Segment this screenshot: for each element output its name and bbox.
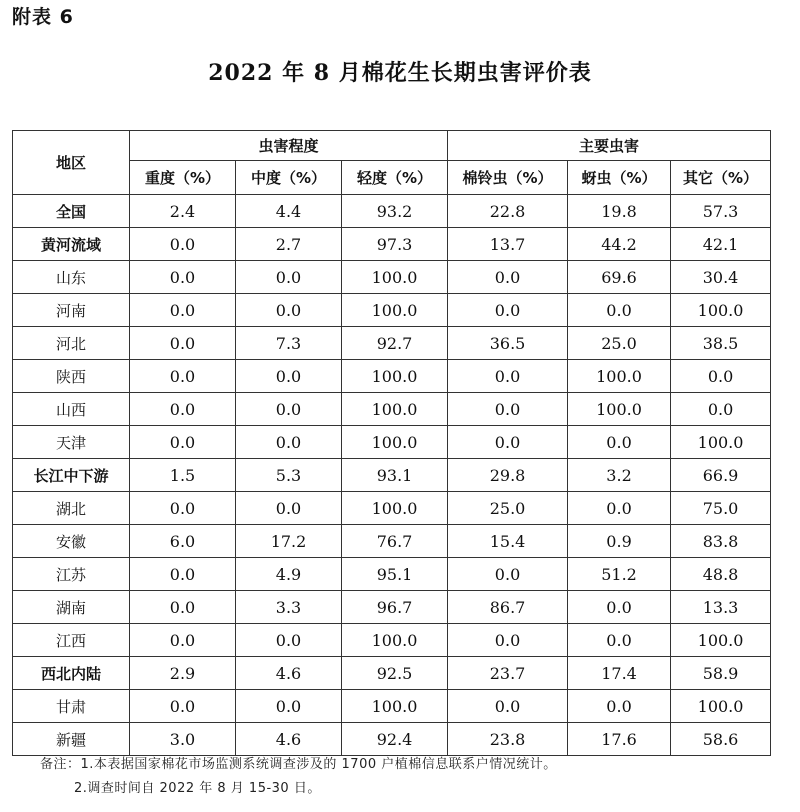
value-cell: 17.6 [568,723,671,756]
value-cell: 0.0 [448,360,568,393]
value-cell: 51.2 [568,558,671,591]
column-header: 重度（%） [130,161,236,195]
footnote-2: 2.调查时间自 2022 年 8 月 15-30 日。 [74,781,321,796]
value-cell: 0.0 [236,492,342,525]
value-cell: 0.0 [130,690,236,723]
value-cell: 0.0 [448,558,568,591]
value-cell: 100.0 [568,393,671,426]
value-cell: 100.0 [671,426,771,459]
value-cell: 0.0 [236,426,342,459]
value-cell: 29.8 [448,459,568,492]
value-cell: 100.0 [671,690,771,723]
region-header: 地区 [13,131,130,195]
region-cell: 甘肃 [13,690,130,723]
value-cell: 38.5 [671,327,771,360]
value-cell: 0.0 [236,690,342,723]
region-cell: 陕西 [13,360,130,393]
table-row [13,327,771,360]
value-cell: 100.0 [342,360,448,393]
region-cell: 山西 [13,393,130,426]
value-cell: 2.4 [130,195,236,228]
value-cell: 69.6 [568,261,671,294]
value-cell: 0.0 [130,393,236,426]
value-cell: 92.5 [342,657,448,690]
value-cell: 0.0 [130,294,236,327]
pest-severity-header: 虫害程度 [130,131,448,161]
value-cell: 76.7 [342,525,448,558]
table-row [13,657,771,690]
value-cell: 3.3 [236,591,342,624]
value-cell: 0.0 [671,360,771,393]
region-cell: 新疆 [13,723,130,756]
value-cell: 0.0 [671,393,771,426]
value-cell: 25.0 [448,492,568,525]
value-cell: 0.0 [130,591,236,624]
value-cell: 19.8 [568,195,671,228]
value-cell: 96.7 [342,591,448,624]
table-row [13,393,771,426]
table-row [13,294,771,327]
value-cell: 42.1 [671,228,771,261]
value-cell: 0.0 [448,624,568,657]
value-cell: 58.9 [671,657,771,690]
column-header: 轻度（%） [342,161,448,195]
column-header: 蚜虫（%） [568,161,671,195]
value-cell: 13.3 [671,591,771,624]
value-cell: 75.0 [671,492,771,525]
value-cell: 100.0 [671,624,771,657]
value-cell: 0.0 [130,360,236,393]
value-cell: 92.7 [342,327,448,360]
region-cell: 安徽 [13,525,130,558]
column-header: 中度（%） [236,161,342,195]
main-pests-header: 主要虫害 [448,131,771,161]
value-cell: 93.1 [342,459,448,492]
value-cell: 0.0 [568,591,671,624]
value-cell: 0.0 [130,261,236,294]
value-cell: 100.0 [568,360,671,393]
table-row [13,723,771,756]
value-cell: 92.4 [342,723,448,756]
region-cell: 山东 [13,261,130,294]
appendix-label: 附表 6 [12,6,74,28]
value-cell: 0.0 [236,624,342,657]
table-row [13,459,771,492]
table-row [13,426,771,459]
value-cell: 100.0 [342,492,448,525]
value-cell: 57.3 [671,195,771,228]
table-row [13,558,771,591]
region-cell: 西北内陆 [13,657,130,690]
table-row [13,492,771,525]
value-cell: 17.2 [236,525,342,558]
value-cell: 83.8 [671,525,771,558]
table-row [13,624,771,657]
value-cell: 0.0 [236,261,342,294]
region-cell: 江西 [13,624,130,657]
value-cell: 0.0 [568,690,671,723]
region-cell: 湖南 [13,591,130,624]
table-row [13,261,771,294]
region-cell: 黄河流域 [13,228,130,261]
value-cell: 4.4 [236,195,342,228]
value-cell: 15.4 [448,525,568,558]
value-cell: 4.9 [236,558,342,591]
value-cell: 13.7 [448,228,568,261]
value-cell: 4.6 [236,723,342,756]
table-row [13,228,771,261]
value-cell: 0.0 [130,327,236,360]
value-cell: 95.1 [342,558,448,591]
value-cell: 100.0 [342,393,448,426]
table-row [13,591,771,624]
region-cell: 河南 [13,294,130,327]
value-cell: 25.0 [568,327,671,360]
value-cell: 0.0 [448,426,568,459]
value-cell: 58.6 [671,723,771,756]
region-cell: 天津 [13,426,130,459]
value-cell: 22.8 [448,195,568,228]
table-row [13,195,771,228]
value-cell: 0.0 [448,294,568,327]
value-cell: 23.8 [448,723,568,756]
value-cell: 100.0 [342,690,448,723]
value-cell: 0.9 [568,525,671,558]
value-cell: 100.0 [342,624,448,657]
value-cell: 3.0 [130,723,236,756]
value-cell: 36.5 [448,327,568,360]
value-cell: 30.4 [671,261,771,294]
column-header: 其它（%） [671,161,771,195]
region-cell: 江苏 [13,558,130,591]
region-cell: 长江中下游 [13,459,130,492]
value-cell: 0.0 [130,558,236,591]
value-cell: 66.9 [671,459,771,492]
value-cell: 93.2 [342,195,448,228]
value-cell: 0.0 [568,624,671,657]
table-row [13,690,771,723]
value-cell: 17.4 [568,657,671,690]
value-cell: 0.0 [448,393,568,426]
region-cell: 河北 [13,327,130,360]
value-cell: 44.2 [568,228,671,261]
pest-evaluation-table [12,130,771,756]
value-cell: 0.0 [568,492,671,525]
value-cell: 7.3 [236,327,342,360]
column-header: 棉铃虫（%） [448,161,568,195]
value-cell: 0.0 [448,690,568,723]
value-cell: 0.0 [236,294,342,327]
value-cell: 3.2 [568,459,671,492]
value-cell: 0.0 [236,360,342,393]
value-cell: 100.0 [342,261,448,294]
value-cell: 2.9 [130,657,236,690]
value-cell: 23.7 [448,657,568,690]
value-cell: 48.8 [671,558,771,591]
value-cell: 0.0 [236,393,342,426]
value-cell: 5.3 [236,459,342,492]
value-cell: 0.0 [130,624,236,657]
region-cell: 全国 [13,195,130,228]
value-cell: 86.7 [448,591,568,624]
value-cell: 2.7 [236,228,342,261]
value-cell: 0.0 [130,426,236,459]
value-cell: 97.3 [342,228,448,261]
value-cell: 0.0 [130,228,236,261]
value-cell: 100.0 [671,294,771,327]
region-cell: 湖北 [13,492,130,525]
value-cell: 100.0 [342,426,448,459]
page-title: 2022 年 8 月棉花生长期虫害评价表 [208,60,592,86]
value-cell: 0.0 [568,426,671,459]
value-cell: 6.0 [130,525,236,558]
table-row [13,525,771,558]
value-cell: 0.0 [448,261,568,294]
table-row [13,360,771,393]
value-cell: 1.5 [130,459,236,492]
footnote-1: 备注：1.本表据国家棉花市场监测系统调查涉及的 1700 户植棉信息联系户情况统计。 [40,757,557,772]
value-cell: 4.6 [236,657,342,690]
value-cell: 0.0 [568,294,671,327]
value-cell: 100.0 [342,294,448,327]
value-cell: 0.0 [130,492,236,525]
